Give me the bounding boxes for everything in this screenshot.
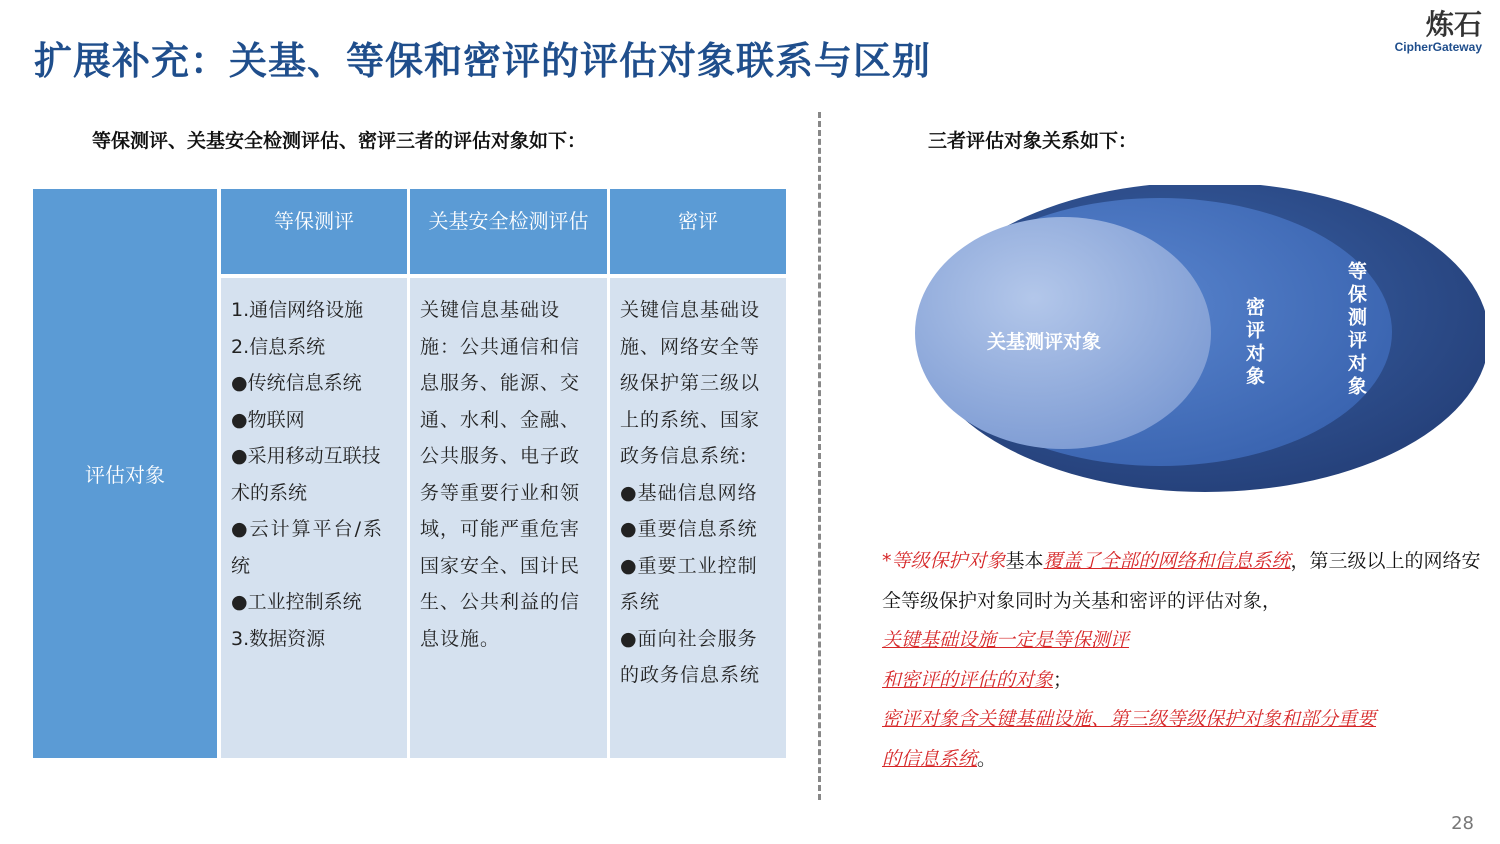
inner-ellipse-label: 关基测评对象 <box>987 331 1102 353</box>
note-paragraph-5 <box>882 740 1482 780</box>
outer-ellipse-label: 等保测评对象 <box>1345 261 1367 399</box>
note-text: ，第三级以上的网络安全等级保护对象同时为关基和密评的评估对象， <box>882 550 1481 612</box>
col-header-guanji: 关基安全检测评估 <box>410 189 607 274</box>
cell-line: ●云计算平台/系统 <box>231 518 384 577</box>
note-emphasis: 和密评的评估的对象 <box>882 668 1054 691</box>
cell-guanji <box>410 278 607 758</box>
note-emphasis: 关键基础设施一定是等保测评 <box>882 629 1130 651</box>
right-subtitle: 三者评估对象关系如下： <box>928 130 1138 152</box>
section-divider <box>818 112 821 800</box>
cell-line: ●基础信息网络 <box>620 481 758 504</box>
cell-miping <box>610 278 786 758</box>
note-emphasis: 覆盖了全部的网络和信息系统 <box>1043 550 1291 572</box>
cell-dengbao <box>221 278 407 758</box>
logo-cn: 炼石 <box>1425 8 1482 41</box>
cell-line: 3.数据资源 <box>231 627 326 650</box>
note-text: 基本 <box>1005 550 1044 572</box>
row-header: 评估对象 <box>33 189 217 758</box>
note-paragraph-1 <box>882 542 1482 621</box>
company-logo <box>1395 10 1482 54</box>
logo-en: CipherGateway <box>1394 40 1482 54</box>
cell-text: 关键信息基础设施：公共通信和信息服务、能源、交通、水利、金融、公共服务、电子政务等重要行业和领域，可能严重危害国家安全、国计民生、公共利益的信息设施。 <box>420 299 581 650</box>
cell-line: ●物联网 <box>231 408 305 431</box>
nested-ellipse-diagram <box>905 185 1485 505</box>
note-emphasis: *等级保护对象 <box>882 550 1006 572</box>
page-title: 扩展补充：关基、等保和密评的评估对象联系与区别 <box>34 39 932 83</box>
middle-ellipse-label: 密评对象 <box>1243 297 1265 389</box>
cell-line: 关键信息基础设施、网络安全等级保护第三级以上的系统、国家政务信息系统: <box>620 299 761 467</box>
col-header-miping: 密评 <box>610 189 786 274</box>
cell-line: ●重要信息系统 <box>620 518 758 540</box>
cell-line: ●工业控制系统 <box>231 591 362 613</box>
note-paragraph-2 <box>882 621 1482 661</box>
note-paragraph-3 <box>882 661 1482 701</box>
cell-line: 2.信息系统 <box>231 335 326 358</box>
cell-line: ●采用移动互联技术的系统 <box>231 445 381 504</box>
note-emphasis: 密评对象含关键基础设施、第三级等级保护对象和部分重要 <box>882 708 1377 730</box>
note-text: 。 <box>977 747 997 770</box>
col-header-dengbao: 等保测评 <box>221 189 407 274</box>
note-text: ； <box>1053 668 1073 691</box>
cell-line: ●重要工业控制系统 <box>620 554 758 613</box>
cell-line: ●传统信息系统 <box>231 372 362 394</box>
cell-line: 1.通信网络设施 <box>231 299 364 321</box>
left-subtitle: 等保测评、关基安全检测评估、密评三者的评估对象如下： <box>92 130 587 152</box>
page-number: 28 <box>1451 813 1474 834</box>
notes-block <box>882 542 1482 779</box>
note-paragraph-4 <box>882 700 1482 740</box>
note-emphasis: 的信息系统 <box>882 747 978 770</box>
cell-line: ●面向社会服务的政务信息系统 <box>620 627 761 686</box>
